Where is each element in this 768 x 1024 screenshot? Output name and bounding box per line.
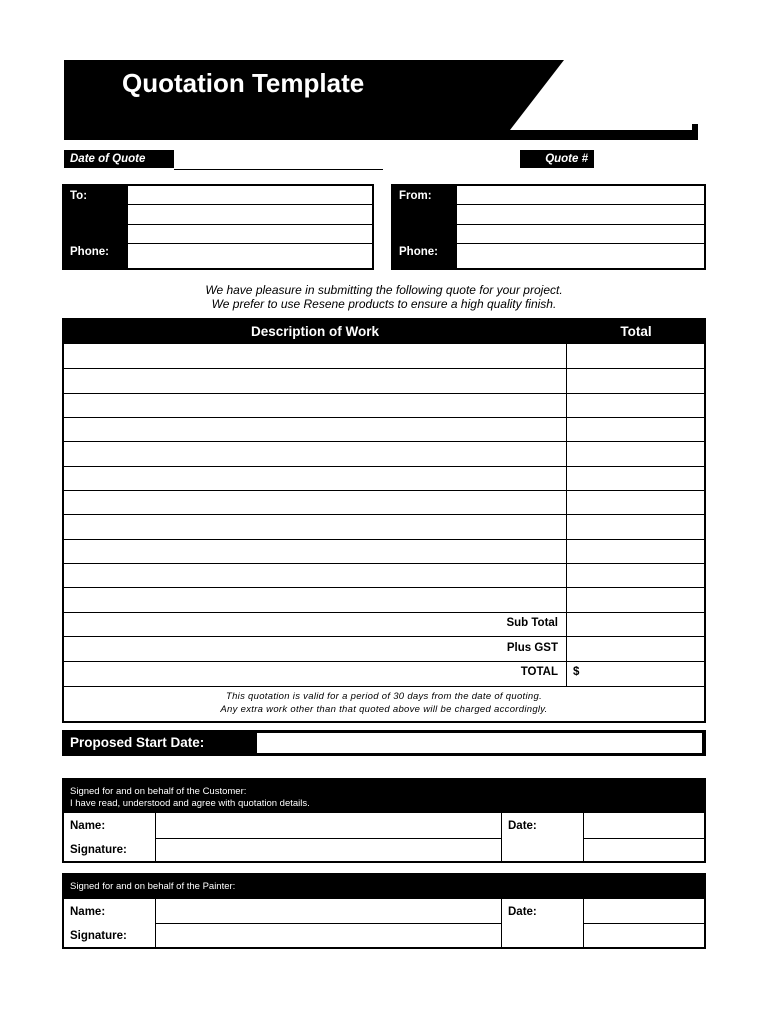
painter-name-label: Name: (70, 906, 106, 918)
to-line (128, 224, 372, 225)
table-row-line (64, 466, 704, 467)
gst-label: Plus GST (506, 642, 558, 654)
to-label: To: (70, 190, 88, 202)
from-line (457, 204, 704, 205)
customer-signature-header (64, 780, 704, 813)
painter-signature-field[interactable] (156, 924, 501, 947)
intro-line-1: We have pleasure in submitting the following quote for your project. (205, 283, 563, 297)
customer-signature-block (62, 778, 706, 863)
painter-name-field[interactable] (156, 899, 501, 923)
table-row-line (64, 587, 704, 588)
page-title: Quotation Template (122, 68, 365, 98)
extra-work-note: Any extra work other than that quoted above will be charged accordingly. (220, 704, 548, 715)
from-address-box (391, 184, 706, 270)
customer-date-field[interactable] (584, 813, 704, 838)
from-line (457, 224, 704, 225)
proposed-start-field[interactable] (257, 733, 702, 753)
customer-sign-line-1: Signed for and on behalf of the Customer: (70, 786, 247, 797)
currency-symbol: $ (573, 666, 580, 678)
painter-date-field[interactable] (584, 899, 704, 923)
description-column-header: Description of Work (250, 324, 379, 339)
customer-signature-field[interactable] (156, 839, 501, 861)
quote-number-label: Quote # (520, 150, 594, 168)
customer-date-label: Date: (508, 820, 537, 832)
to-phone-label: Phone: (70, 246, 109, 258)
row-line (583, 838, 704, 839)
from-line (457, 243, 704, 244)
work-table (62, 318, 706, 723)
proposed-start-label: Proposed Start Date: (70, 735, 205, 750)
to-line (128, 243, 372, 244)
customer-sign-line-2: I have read, understood and agree with quotation details. (70, 798, 310, 809)
column-divider (566, 344, 567, 686)
to-line (128, 204, 372, 205)
table-row-line (64, 563, 704, 564)
painter-sign-line-1: Signed for and on behalf of the Painter: (70, 881, 236, 892)
intro-line-2: We prefer to use Resene products to ensure a high quality finish. (211, 297, 557, 311)
painter-signature-label: Signature: (70, 930, 127, 942)
table-row-line (64, 686, 704, 687)
table-row-line (64, 393, 704, 394)
customer-signature-label: Signature: (70, 844, 127, 856)
painter-signature-block (62, 873, 706, 949)
date-of-quote-label: Date of Quote (64, 150, 174, 168)
from-phone-label: Phone: (399, 246, 438, 258)
total-column-header: Total (620, 324, 652, 339)
table-row-line (64, 612, 704, 613)
customer-name-label: Name: (70, 820, 106, 832)
validity-note: This quotation is valid for a period of 30 days from the date of quoting. (225, 691, 543, 702)
column-divider (501, 899, 502, 947)
total-label: TOTAL (520, 666, 558, 678)
table-row-line (64, 539, 704, 540)
table-row-line (64, 490, 704, 491)
date-of-quote-field[interactable] (174, 150, 383, 170)
table-row-line (64, 514, 704, 515)
subtotal-label: Sub Total (506, 617, 558, 629)
table-row-line (64, 417, 704, 418)
customer-name-field[interactable] (156, 813, 501, 838)
work-table-header (64, 320, 704, 344)
painter-date-label: Date: (508, 906, 537, 918)
table-row-line (64, 636, 704, 637)
from-label: From: (399, 190, 432, 202)
table-row-line (64, 441, 704, 442)
column-divider (501, 813, 502, 861)
row-line (583, 923, 704, 924)
painter-signature-header (64, 875, 704, 899)
to-address-box (62, 184, 374, 270)
table-row-line (64, 368, 704, 369)
table-row-line (64, 661, 704, 662)
